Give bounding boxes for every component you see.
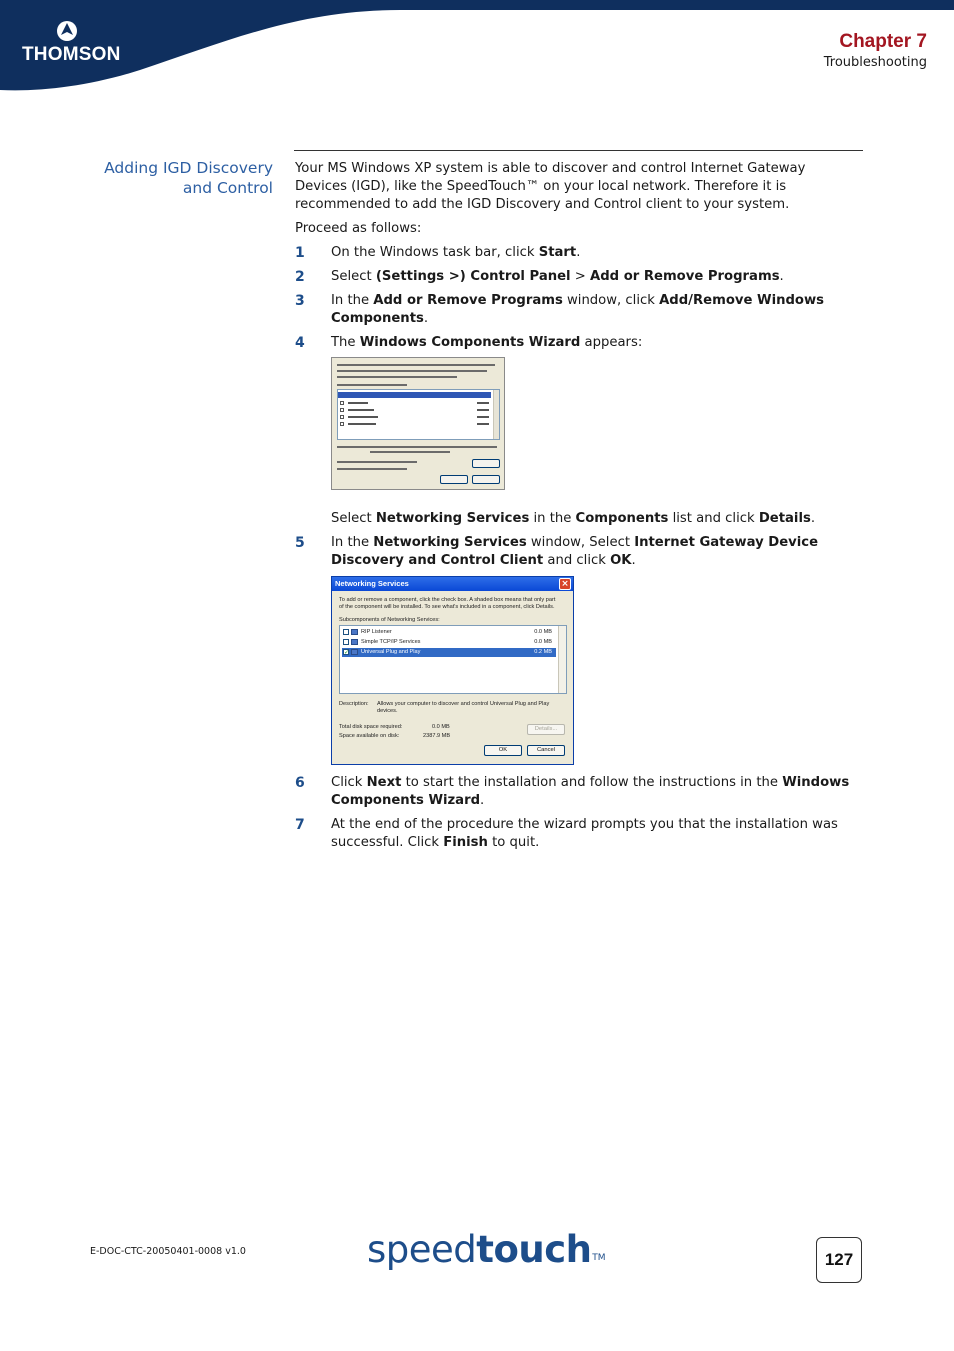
step-5-text: In the Networking Services window, Select Internet Gateway Device Discovery and Control Client and click OK. <box>331 535 819 568</box>
subcomponents-list[interactable] <box>339 625 567 694</box>
windows-components-wizard-screenshot <box>331 357 505 490</box>
step-4b-text: Select Networking Services in the Components list and click Details. <box>331 511 816 526</box>
cancel-button <box>472 475 500 484</box>
available-space-label: Space available on disk: <box>339 733 400 739</box>
step-number: 3 <box>295 293 305 309</box>
total-space-label: Total disk space required: <box>339 724 403 730</box>
header-band <box>0 0 954 96</box>
dialog-title: Networking Services <box>335 579 409 588</box>
step-number: 1 <box>295 245 305 261</box>
ok-button <box>440 475 468 484</box>
thomson-logo-icon <box>56 20 78 42</box>
list-item[interactable]: ✓ Universal Plug and Play 0.2 MB <box>342 648 556 657</box>
chapter-title: Chapter 7 <box>839 31 927 52</box>
step-7-text: At the end of the procedure the wizard prompts you that the installation was successful. Click Finish to quit. <box>331 817 838 850</box>
step-number: 4 <box>295 335 305 351</box>
dialog-instructions-line2: of the component will be installed. To see what's included in a component, click Details. <box>339 604 555 610</box>
step-4-text: The Windows Components Wizard appears: <box>331 335 643 350</box>
cancel-button[interactable]: Cancel <box>527 745 565 756</box>
component-icon <box>351 649 358 655</box>
document-code: E-DOC-CTC-20050401-0008 v1.0 <box>90 1246 246 1257</box>
list-item[interactable]: Simple TCP/IP Services 0.0 MB <box>342 638 556 647</box>
step-2-text: Select (Settings >) Control Panel > Add or Remove Programs. <box>331 269 784 284</box>
component-icon <box>351 639 358 645</box>
ok-button[interactable]: OK <box>484 745 522 756</box>
description-label: Description: <box>339 701 369 707</box>
step-number: 6 <box>295 775 305 791</box>
details-button <box>472 459 500 468</box>
components-list <box>337 389 500 440</box>
section-title: Adding IGD Discovery and Control <box>104 159 273 197</box>
step-number: 2 <box>295 269 305 285</box>
dialog-instructions-line1: To add or remove a component, click the check box. A shaded box means that only part <box>339 597 556 603</box>
description-line1: Allows your computer to discover and control Universal Plug and Play <box>377 701 550 707</box>
step-6-text: Click Next to start the installation and follow the instructions in the Windows Components Wizard. <box>331 775 850 808</box>
intro-paragraph: Your MS Windows XP system is able to discover and control Internet Gateway Devices (IGD), like the SpeedTouch™ on your local network. Therefore it is recommended to add the IGD Discovery and Control client to your system. <box>295 161 806 212</box>
section-divider <box>294 150 863 151</box>
step-3-text: In the Add or Remove Programs window, click Add/Remove Windows Components. <box>331 293 825 326</box>
component-icon <box>351 629 358 635</box>
subcomponents-label: Subcomponents of Networking Services: <box>339 617 440 623</box>
speedtouch-logo: speedtouch TM <box>367 1228 606 1271</box>
brand-name: THOMSON <box>22 44 121 65</box>
step-number: 7 <box>295 817 305 833</box>
proceed-text: Proceed as follows: <box>295 221 422 236</box>
scrollbar[interactable] <box>558 626 566 693</box>
list-item[interactable]: RIP Listener 0.0 MB <box>342 628 556 637</box>
chapter-subtitle: Troubleshooting <box>823 55 927 70</box>
networking-services-dialog <box>331 576 574 765</box>
dialog-titlebar <box>332 577 573 591</box>
checkbox[interactable] <box>343 639 349 645</box>
details-button[interactable]: Details... <box>527 724 565 735</box>
page-number: 127 <box>816 1237 862 1283</box>
step-number: 5 <box>295 535 305 551</box>
checkbox[interactable] <box>343 629 349 635</box>
step-1-text: On the Windows task bar, click Start. <box>331 245 581 260</box>
checkbox-checked[interactable]: ✓ <box>344 649 350 656</box>
available-space-value: 2387.9 MB <box>423 733 451 739</box>
description-line2: devices. <box>377 708 398 714</box>
close-icon[interactable]: × <box>559 578 571 590</box>
total-space-value: 0.0 MB <box>432 724 450 730</box>
